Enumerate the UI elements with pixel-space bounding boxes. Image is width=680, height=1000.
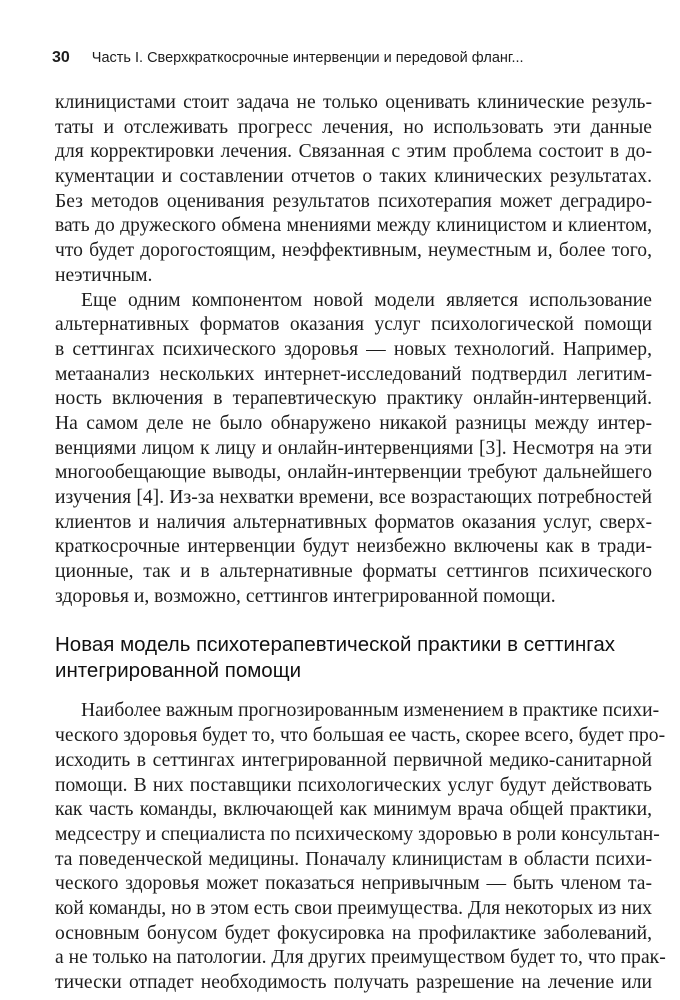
text-line: Без методов оценивания результатов психотерапия может деградиро- [55, 190, 652, 212]
text-line: а не только на патологии. Для других преимуществом будет то, что прак- [55, 947, 666, 969]
running-header [52, 49, 652, 67]
text-line: Наиболее важным прогнозированным изменением в практике психи- [81, 700, 660, 722]
section-heading-line: интегрированной помощи [55, 658, 302, 682]
text-line: здоровья и, возможно, сеттингов интегрированной помощи. [55, 585, 556, 607]
text-line: ческого здоровья может показаться непривычным — быть членом та- [55, 873, 652, 895]
text-line: краткосрочные интервенции будут неизбежно включены как в тради- [55, 536, 652, 558]
text-line: альтернативных форматов оказания услуг психологической помощи [55, 314, 652, 336]
text-line: для корректировки лечения. Связанная с этим проблема состоит в до- [55, 141, 652, 163]
text-line: На самом деле не было обнаружено никакой разницы между интер- [55, 412, 652, 434]
text-line: клиницистами стоит задача не только оценивать клинические резуль- [55, 92, 652, 113]
text-line: метаанализ нескольких интернет-исследований подтвердил легитим- [55, 363, 652, 385]
text-line: тически отпадет необходимость получать разрешение на лечение или [55, 972, 652, 993]
text-line: изучения [4]. Из-за нехватки времени, все возрастающих потребностей [55, 487, 652, 508]
text-line: что будет дорогостоящим, неэффективным, неуместным и, более того, [55, 240, 652, 262]
page-body [55, 91, 666, 996]
text-line: Еще одним компонентом новой модели является использование [81, 289, 652, 311]
text-line: помощи. В них поставщики психологических услуг будут действовать [55, 774, 652, 796]
text-line: венциями лицом к лицу и онлайн-интервенциями [3]. Несмотря на эти [55, 437, 652, 459]
text-line: в сеттингах психического здоровья — новых технологий. Например, [55, 338, 652, 360]
text-line: ность включения в терапевтическую практику онлайн-интервенций. [55, 388, 652, 410]
text-line: основным бонусом будет фокусировка на профилактике заболеваний, [55, 922, 652, 944]
text-line: ционные, так и в альтернативные форматы сеттингов психического [55, 561, 652, 583]
text-line: исходить в сеттингах интегрированной первичной медико-санитарной [55, 749, 652, 771]
text-line: клиентов и наличия альтернативных форматов оказания услуг, сверх- [55, 511, 652, 533]
running-title: Часть I. Сверхкраткосрочные интервенции и передовой фланг... [91, 50, 524, 66]
text-line: неэтичным. [55, 264, 153, 286]
section-heading-line: Новая модель психотерапевтической практики в сеттингах [55, 633, 615, 657]
text-line: кументации и составлении отчетов о таких клинических результатах. [55, 166, 652, 188]
text-line: как часть команды, включающей как минимум врача общей практики, [55, 799, 652, 821]
text-line: та поведенческой медицины. Поначалу клиницистам в области психи- [55, 848, 652, 870]
text-line: кой команды, но в этом есть свои преимущества. Для некоторых из них [55, 897, 652, 919]
text-line: медсестру и специалиста по психическому здоровью в роли консультан- [55, 823, 660, 845]
text-line: вать до дружеского обмена мнениями между клиницистом и клиентом, [55, 215, 652, 237]
page-number: 30 [52, 49, 70, 66]
section-heading [55, 632, 652, 683]
text-line: ческого здоровья будет то, что большая ее часть, скорее всего, будет про- [55, 725, 666, 747]
text-line: многообещающие выводы, онлайн-интервенции требуют дальнейшего [55, 462, 652, 484]
text-line: таты и отслеживать прогресс лечения, но использовать эти данные [55, 116, 652, 138]
